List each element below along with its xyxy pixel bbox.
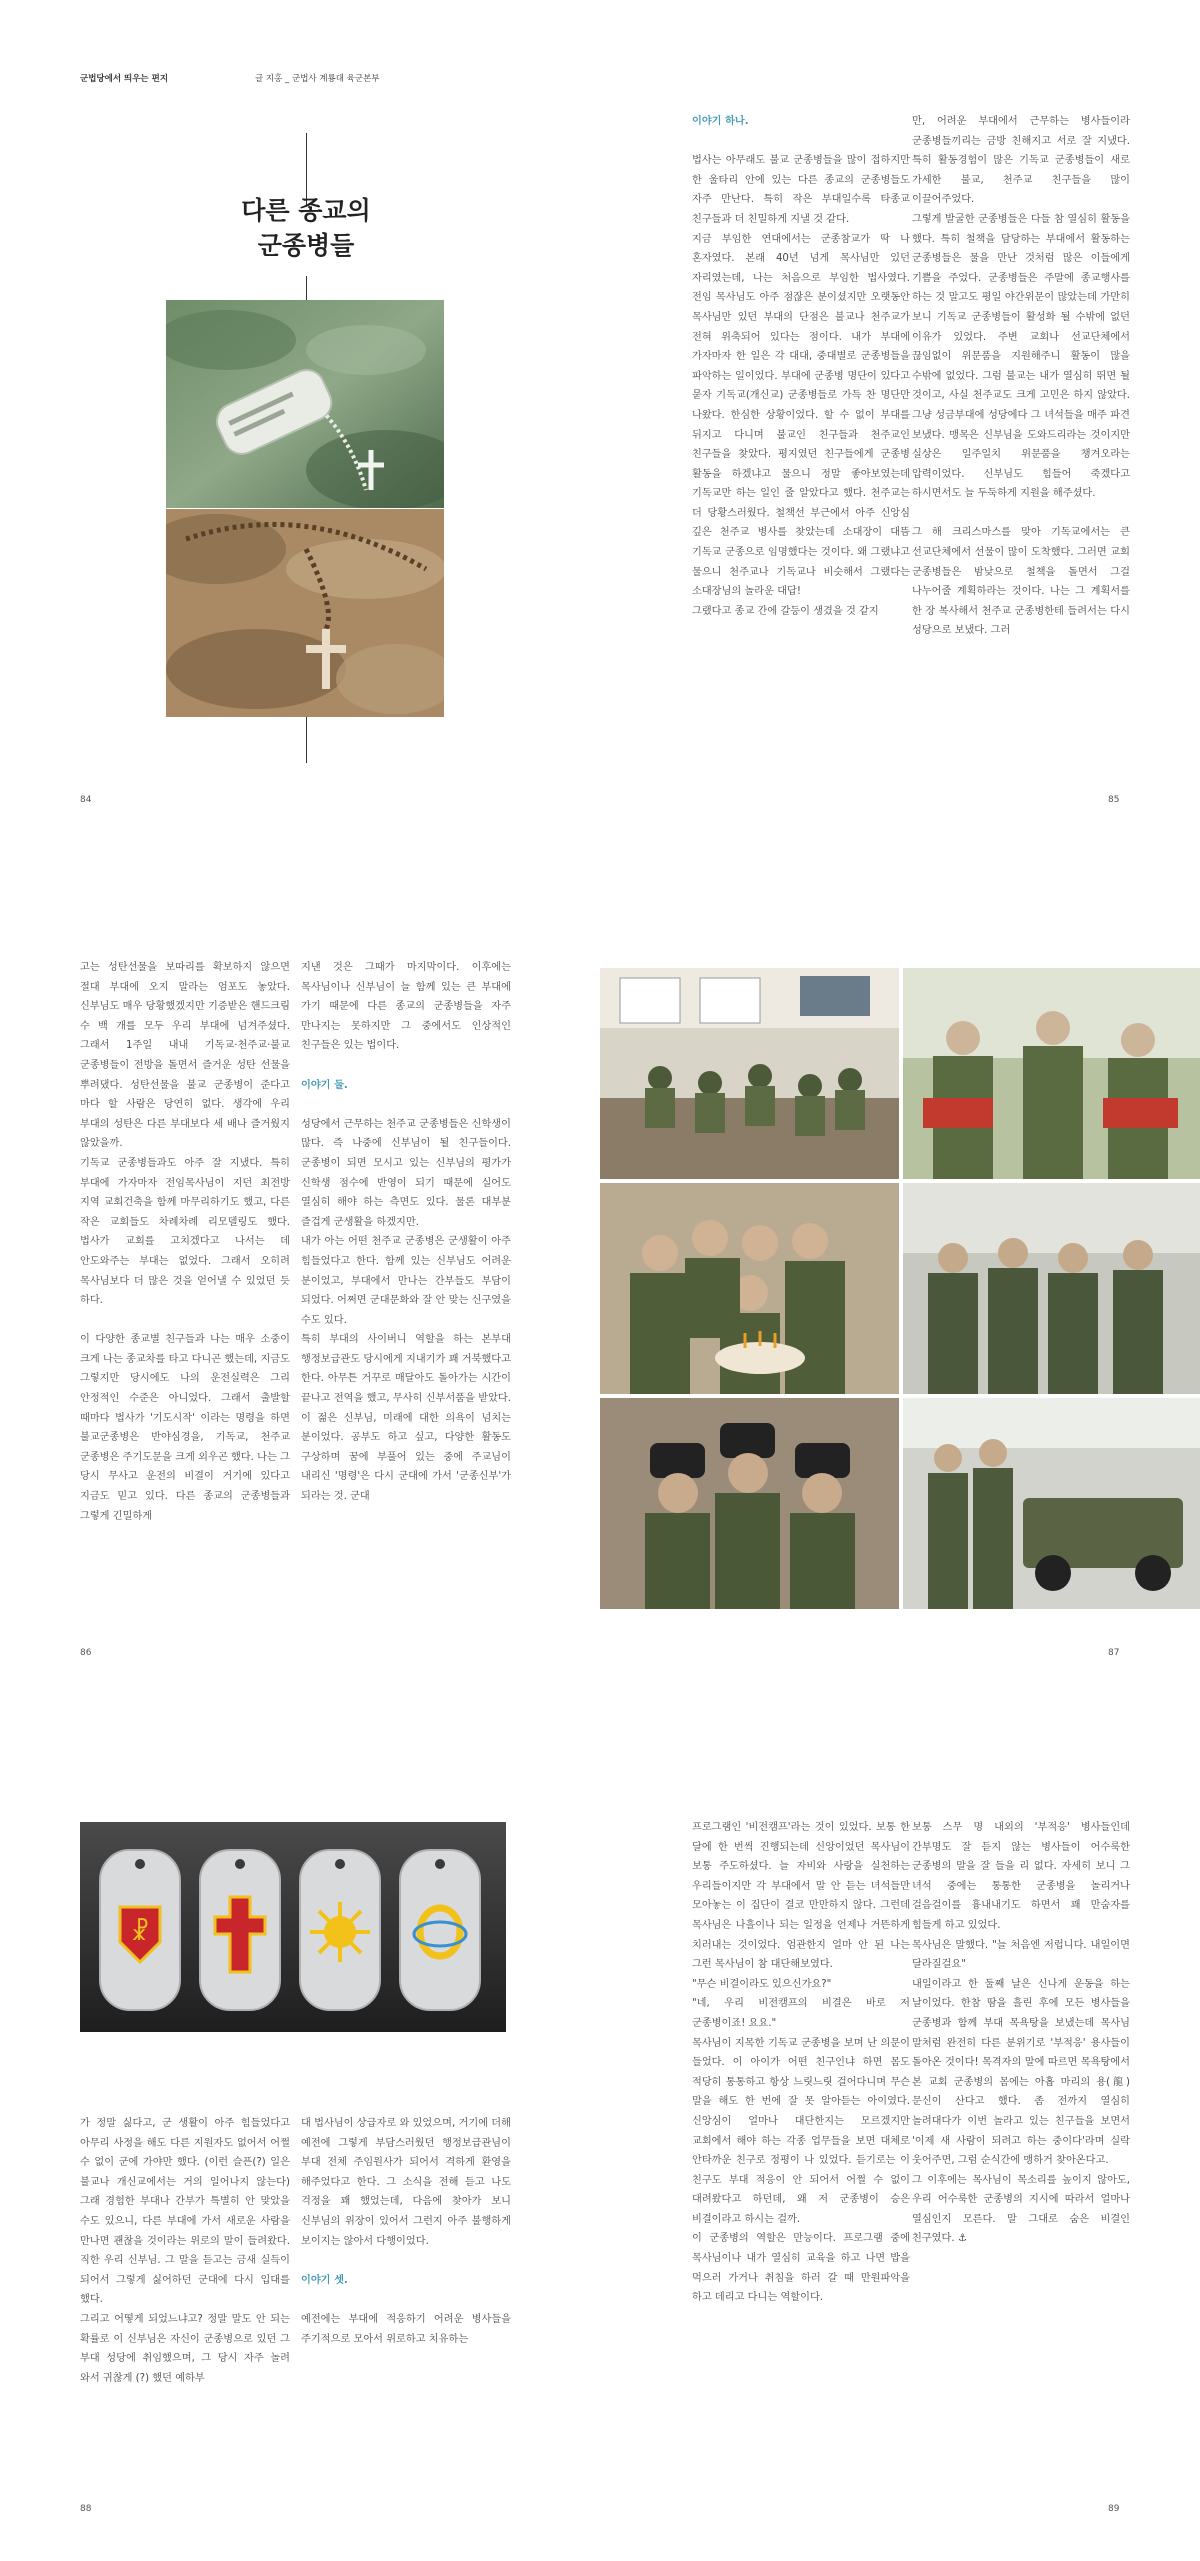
page-number-85: 85 (1108, 795, 1120, 805)
page-number-84: 84 (80, 795, 92, 805)
paragraph: 고는 성탄선물을 보따리를 확보하지 않으면 절대 부대에 오지 말라는 엄포도 놓았다. 신부님도 매우 당황했겠지만 기증받은 핸드크림 수 백 개를 모두 우리 부대에 넘겨주셨다. 그래서 1주일 내내 기독교·천주교·불교 군종병들이 전방을 돌면서 즐거운 성탄 선물을 뿌려댔다. 성탄선물을 불교 군종병이 준다고 마다 할 사람은 당연히 없다. 생각에 우리 부대의 성탄은 다른 부대보다 세 배나 즐거웠지 않았을까. (80, 962, 290, 1150)
photo-birthday-cake (600, 1183, 899, 1394)
paragraph: 법사는 아무래도 불교 군종병들을 많이 접하지만 한 울타리 안에 있는 다른 종교의 군종병들도 자주 만난다. 특히 작은 부대일수록 타종교 친구들과 더 친밀하게 지낼 것 같다. (692, 155, 910, 225)
photo-jeep (903, 1398, 1200, 1609)
svg-text:☧: ☧ (130, 1918, 150, 1946)
article-title-line-2: 군종병들 (257, 231, 355, 260)
paragraph: 내일이라고 한 둘째 날은 신나게 운동을 하는 날이었다. 한참 땀을 흘린 후에 모든 병사들을 군종병과 함께 부대 목욕탕을 보냈는데 목사님 말처럼 완전히 다른 분위기로 '부적응' 용사들이 돌아온 것이다! 목격자의 말에 따르면 목욕탕에서 본 교회 군종병의 몸에는 아홉 마리의 용(龍)문신이 산다고 했다. 좀 전까지 열심히 놀려대다가 이번 놀라고 있는 친구들을 보면서 '이제 새 사람이 되려고 하는 중이다'라며 실락 웃어주면, 그럼 순식간에 맹하거 찾아온다고. (912, 1978, 1130, 2167)
paragraph: 내가 아는 어떤 천주교 군종병은 군생활이 아주 힘들었다고 한다. 함께 있는 신부님도 어려운 분이었고, 부대에서 만나는 간부들도 부담이 되었다. 어쩌면 군대문화와 잘 안 맞는 신구였을 수도 있다. (301, 1236, 511, 1326)
page-86-column-1 (80, 958, 290, 1578)
dogtag-rosary-photo (166, 300, 444, 508)
photo-soldiers-outdoor (903, 1183, 1200, 1394)
page-88-column-1 (80, 2114, 290, 2444)
paragraph: 지낸 것은 그때가 마지막이다. 이후에는 목사님이나 신부님이 늘 함께 있는 큰 부대에 가기 때문에 다른 종교의 군종병들을 자주 만나지는 못하지만 그 중에서도 인상적인 친구들은 있는 법이다. (301, 962, 511, 1052)
article-title (200, 193, 412, 263)
spread-86-87 (0, 853, 1200, 1706)
article-title-line-1: 다른 종교의 (241, 196, 371, 225)
paragraph: 이 다양한 종교별 친구들과 나는 매우 소중이 크게 나는 종교차를 타고 다니곤 했는데, 지금도 그렇지만 당시에도 나의 운전실력은 그리 안정적인 수준은 아니었다. 그래서 출발할 때마다 법사가 '기도시작' 이라는 명령을 하면 불교군종병은 반야심경을, 기독교, 천주교 군종병은 주기도문을 크게 외우곤 했다. 나는 그 당시 무사고 운전의 비결이 거기에 있다고 지금도 믿고 있다. 다른 종교의 군종병들과 그렇게 긴밀하게 (80, 1334, 290, 1522)
paragraph: 그렇게 발굴한 군종병들은 다들 참 열심히 활동을 했다. 특히 철책을 담당하는 부대에서 활동하는 군종병들은 물을 만난 것처럼 많은 이들에게 기쁨을 주었다. 군종병들은 주말에 종교행사를 하는 것 말고도 평일 야간위문이 많았는데 가만히 보니 기독교 군종병들이 활성화 될 수밖에 없던 이유가 있었다. 주변 교회나 선교단체에서 끊임없이 위문품을 지원해주니 활동이 많을 수밖에 없었다. 그럼 불교는 내가 열심히 뛰면 될 것이고, 사실 천주교도 크게 고민은 하지 않았다. 그냥 성금부대에 성당에다 그 녀석들을 매주 파견 보냈다. 맹목은 신부님을 도와드리라는 것이지만 실상은 일주일치 위문품을 챙겨오라는 압력이었다. 신부님도 힘들어 죽겠다고 하시면서도 늘 두둑하게 지원을 해주셨다. (912, 213, 1130, 500)
page-89-column-2 (912, 1818, 1130, 2448)
page-number-87: 87 (1108, 1648, 1120, 1658)
photo-mp-soldiers (600, 1398, 899, 1609)
page-89-column-1 (692, 1818, 910, 2448)
paragraph: 성당에서 근무하는 천주교 군종병들은 신학생이 많다. 즉 나중에 신부님이 될 친구들이다. 군종병이 되면 모시고 있는 신부님의 평가가 신학생 점수에 반영이 되기 때문에 실어도 열심히 해야 하는 측면도 있다. 물론 대부분 즐겁게 군생활을 하겠지만. (301, 1118, 511, 1228)
paragraph: 그랬다고 종교 간에 갈등이 생겼을 것 같지 (692, 605, 879, 617)
paragraph: 목사님이 지목한 기독교 군종병을 보며 난 의문이 들었다. 이 아이가 어떤 친구인냐 하면 몸도 적당히 통통하고 항상 느릿느릿 걸어다니며 무슨 말을 해도 한 번에 잘 못 알아듣는 아이였다. 신앙심이 얼마나 대단한지는 모르겠지만 교회에서 해야 하는 각종 업무들을 보면 대체로 안타까운 친구로 정평이 나 있었다. 듣기로는 이 친구도 부대 적응이 안 되어서 어쩔 수 없이 대려왔다고 하던데, 왜 저 군종병이 승은 비결이라고 하시는 걸까. (692, 2037, 910, 2225)
quote: "네, 우리 비전캠프의 비결은 바로 저 군종병이죠! 요요." (692, 1998, 910, 2029)
paragraph: 특히 부대의 사이버니 역할을 하는 본부대 행정보급관도 당시에게 지내기가 꽤 거북했다고 한다. 아무튼 거꾸로 매달아도 돌아가는 시간이 끝나고 전역을 했고, 무사히 신부서품을 받았다. 이 젊은 신부님, 미래에 대한 의욕이 넘치는 분이었다. 공부도 하고 싶고, 다양한 활동도 구상하며 꿈에 부풀어 있는 중에 주교님이 내리신 '명령'은 다시 군대에 가서 '군종신부'가 되라는 것. 군대 (301, 1334, 511, 1503)
quote: "무슨 비결이라도 있으신가요?" (692, 1978, 832, 1990)
paragraph: 그 이후에는 목사님이 목소리를 높이지 않아도, 우리 어수룩한 군종병의 지시에 따라서 얼마나 열심인지 모른다. 말 그대로 숨은 비결인 친구였다. ⚓ (912, 2174, 1130, 2245)
story-three-heading: 이야기 셋. (301, 2274, 348, 2286)
spread-84-85 (0, 0, 1200, 853)
paragraph: 대 법사님이 상급자로 와 있었으며, 거기에 더해 예전에 그렇게 부담스러웠던 행정보급관님이 부대 전체 주임원사가 되어서 격하게 환영을 해주었다고 한다. 그 소식을 전해 듣고 나도 걱정을 꽤 했었는데, 다음에 찾아가 보니 신부님의 위장이 있어서 그런지 아주 불행하게 보이지는 않아서 다행이었다. (301, 2118, 511, 2247)
paragraph: 이 군종병의 역할은 만능이다. 프로그램 중에 목사님이나 내가 열심히 교육을 하고 나면 밥을 먹으러 가거나 취침을 하러 갈 때 만원파악을 하고 데리고 다니는 역할이다. (692, 2233, 910, 2304)
page-number-88: 88 (80, 2504, 92, 2514)
page-88-column-2 (301, 2114, 511, 2444)
page-number-86: 86 (80, 1648, 92, 1658)
paragraph: 가 정말 싫다고, 군 생활이 아주 힘들었다고 아무리 사정을 해도 다른 지원자도 없어서 어쩔 수 없이 군에 가야만 했다. (이런 슬픈(?) 일은 불교나 개신교에서는 거의 일어나지 않는다) 그래 경험한 부대나 간부가 특별히 안 맞았을 수도 있으니, 다른 부대에 가서 새로운 사람을 만나면 괜찮을 것이라는 위로의 말이 들려왔다. 직한 우리 신부님. 그 말을 듣고는 금새 실득이 되어서 그렇게 싫어하던 군대에 다시 입대를 했다. (80, 2118, 290, 2306)
page-number-89: 89 (1108, 2504, 1120, 2514)
paragraph: 만, 어려운 부대에서 근무하는 병사들이라 군종병들끼리는 금방 친해지고 서로 잘 지냈다. 특히 활동경험이 많은 기독교 군종병들이 새로 가세한 불교, 천주교 친구들을 많이 이끌어주었다. (912, 116, 1130, 206)
rosary-camo-photo (166, 509, 444, 717)
page-86-column-2 (301, 958, 511, 1578)
running-header-title: 군법당에서 띄우는 편지 (80, 74, 169, 84)
story-two-heading: 이야기 둘. (301, 1079, 348, 1091)
quote: 목사님은 말했다. "늘 처음엔 저럽니다. 내일이면 달라질걸요" (912, 1939, 1130, 1971)
page-85-column-2 (912, 112, 1130, 752)
story-one-heading: 이야기 하나. (692, 116, 749, 127)
paragraph: 기독교 군종병들과도 아주 잘 지냈다. 특히 부대에 가자마자 전임목사님이 지던 최전방 지역 교회건축을 함께 마무리하기도 했고, 다른 작은 교회들도 차례차례 리모델링도 했다. 법사가 교회를 고치겠다고 나서는 데 안도와주는 부대는 없었다. 그래서 오히려 목사님보다 더 많은 것을 얻어낼 수 있었던 듯 하다. (80, 1157, 290, 1307)
paragraph: 예전에는 부대에 적응하기 어려운 병사들을 주기적으로 모아서 위로하고 치유하는 (301, 2313, 511, 2345)
paragraph: 지금 부임한 연대에서는 군종참교가 딱 나 혼자였다. 본래 40년 넘게 목사님만 있던 자리였는데, 나는 처음으로 부임한 법사였다. 전임 목사님도 아주 점잖은 분이셨지만 오랫동안 목사님만 있던 부대의 단점은 불교나 천주교가 전혀 위축되어 있다는 점이다. 내가 부대에 가자마자 한 일은 각 대대, 중대별로 군종병들을 파악하는 일이었다. 부대에 군종병 명단이 있다고 묻자 기독교(개신교) 군종병들로 가득 찬 명단만 나왔다. 한심한 상황이었다. 할 수 없이 부대를 뒤지고 다니며 불교인 친구들과 천주교인 친구들을 찾았다. 평지였던 친구들에게 군종병 활동을 하겠냐고 물으니 정말 좋아보였는데 기독교만 하는 일인 줄 알았다고 했다. 천주교는 더 당황스러웠다. 철책선 부근에서 아주 신앙심 깊은 천주교 병사를 찾았는데 소대장이 대뜸 기독교 군종으로 임명했다는 것이다. 왜 그랬냐고 물으니 천주교나 기독교나 비슷해서 그랬다는 소대장님의 놀라운 대답! (692, 233, 910, 598)
page-85-column-1 (692, 112, 910, 752)
photo-classroom (600, 968, 899, 1179)
title-rule-mid (306, 276, 307, 300)
running-header-author: 글 지홍 _ 군법사 계룡대 육군본부 (255, 74, 380, 84)
photo-soldiers-gifts (903, 968, 1200, 1179)
religious-dogtags-photo (80, 1822, 506, 2032)
title-rule-bottom (306, 717, 307, 763)
paragraph: 그리고 어떻게 되었느냐고? 정말 말도 안 되는 확률로 이 신부님은 자신이 군종병으로 있던 그 부대 성당에 취임했으며, 그 당시 자주 놀려 와서 귀찮게 (?) 했던 예하부 (80, 2313, 290, 2384)
paragraph: 그 해 크리스마스를 맞아 기독교에서는 큰 선교단체에서 선물이 많이 도착했다. 그러면 교회 군종병들은 밤낮으로 철책을 돌면서 그걸 나누어줄 계획하라는 것이다. 나는 그 계획서를 한 장 복사해서 천주교 군종병한테 들려서는 다시 성당으로 보냈다. 그러 (912, 527, 1130, 637)
spread-88-89 (0, 1706, 1200, 2559)
paragraph: 보통 스무 명 내외의 '부적응' 병사들인데 간부명도 잘 듣지 않는 병사들이 어수룩한 군종병의 말을 잘 들을 리 없다. 자세히 보니 그 녀석 중에는 통통한 군종병을 놀리거나 걸음걸이를 흉내내기도 하면서 꽤 만숨자를 힘들게 하고 있었다. (912, 1822, 1130, 1931)
paragraph: 프로그램인 '비전캠프'라는 것이 있었다. 보통 한 달에 한 번씩 진행되는데 신앙이었던 목사님이 보통 주도하셨다. 늘 자비와 사랑을 실천하는 우리들이지만 각 부대에서 말 안 듣는 녀석들만 모아놓는 이 집단이 결코 만만하지 않다. 그런데 목사님은 나흘이나 되는 일정을 언제나 거뜬하게 치러내는 것이었다. 엄관한지 얼마 안 된 나는 그런 목사님이 참 대단해보였다. (692, 1822, 910, 1971)
